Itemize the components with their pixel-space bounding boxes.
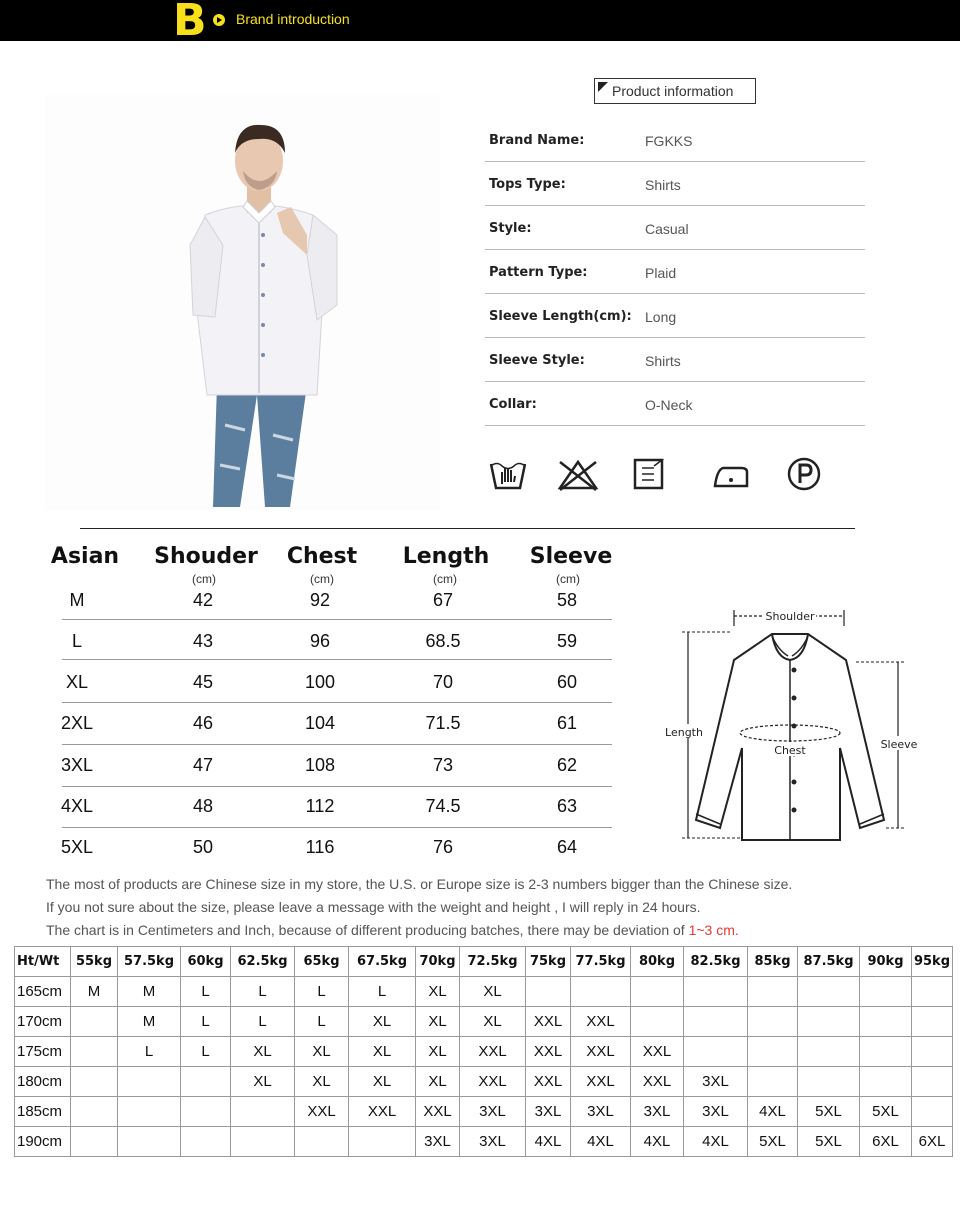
size-cell: L (181, 977, 231, 1007)
size-value: 68.5 (425, 631, 461, 651)
size-cell (71, 1067, 118, 1097)
info-value: Casual (645, 221, 689, 237)
size-cell: XXL (416, 1097, 460, 1127)
diagram-label-sleeve: Sleeve (880, 738, 918, 751)
tumble-dry-icon (632, 456, 666, 492)
size-value: 116 (305, 837, 335, 857)
size-row-divider (62, 744, 612, 745)
size-cell (118, 1067, 181, 1097)
size-cell: 5XL (748, 1127, 798, 1157)
size-value: 59 (556, 631, 578, 651)
size-value: 61 (556, 713, 578, 733)
size-cell (860, 977, 912, 1007)
size-cell: 3XL (460, 1127, 526, 1157)
size-note-2: If you not sure about the size, please leave a message with the weight and height , I will reply in 24 hours. (46, 899, 701, 915)
size-cell: XL (231, 1067, 295, 1097)
size-cell: L (118, 1037, 181, 1067)
size-value: 42 (192, 590, 214, 610)
size-cell: XL (295, 1067, 349, 1097)
size-cell (684, 977, 748, 1007)
size-cell (798, 1067, 860, 1097)
size-cell (748, 1007, 798, 1037)
info-row-collar (485, 382, 865, 426)
size-cell: XXL (526, 1067, 571, 1097)
play-icon (213, 14, 225, 26)
measurement-diagram (660, 598, 930, 848)
size-cell (912, 1097, 953, 1127)
size-note-3 (46, 922, 739, 938)
size-label: M (69, 590, 85, 610)
size-cell (118, 1127, 181, 1157)
info-value: O-Neck (645, 397, 693, 413)
size-cell (860, 1007, 912, 1037)
size-value: 58 (556, 590, 578, 610)
size-value: 48 (192, 796, 214, 816)
size-cell: XXL (571, 1007, 631, 1037)
info-label: Brand Name: (489, 133, 585, 148)
brand-logo: B (173, 0, 207, 46)
size-cell (798, 1037, 860, 1067)
size-cell (231, 1127, 295, 1157)
size-cell (231, 1097, 295, 1127)
size-value: 47 (192, 755, 214, 775)
size-row-divider (62, 619, 612, 620)
size-cell (912, 1037, 953, 1067)
size-cell (631, 977, 684, 1007)
size-cell (571, 977, 631, 1007)
size-unit: (cm) (433, 572, 457, 586)
info-value: Long (645, 309, 677, 325)
size-cell: XL (349, 1007, 416, 1037)
size-cell (71, 1037, 118, 1067)
size-row-divider (62, 786, 612, 787)
size-value: 63 (556, 796, 578, 816)
info-value: Shirts (645, 177, 681, 193)
size-note-1: The most of products are Chinese size in my store, the U.S. or Europe size is 2-3 numbers bigger than the Chinese size. (46, 876, 793, 892)
size-cell (349, 1127, 416, 1157)
size-cell: L (295, 1007, 349, 1037)
height-label: 180cm (15, 1067, 71, 1097)
size-cell: XXL (349, 1097, 416, 1127)
size-cell: 6XL (860, 1127, 912, 1157)
size-cell (748, 1037, 798, 1067)
weight-header: 60kg (181, 947, 231, 977)
iron-icon (711, 456, 751, 492)
size-cell: 4XL (684, 1127, 748, 1157)
size-cell (71, 1097, 118, 1127)
height-label: 175cm (15, 1037, 71, 1067)
height-label: 170cm (15, 1007, 71, 1037)
size-cell: 4XL (526, 1127, 571, 1157)
size-cell: XXL (631, 1067, 684, 1097)
size-cell: 3XL (526, 1097, 571, 1127)
size-cell: XL (416, 1037, 460, 1067)
size-cell: XL (295, 1037, 349, 1067)
size-label: L (71, 631, 83, 651)
size-cell (748, 1067, 798, 1097)
hand-wash-icon (488, 456, 528, 492)
size-cell: L (295, 977, 349, 1007)
size-cell (181, 1127, 231, 1157)
size-label: XL (65, 672, 89, 692)
size-value: 104 (304, 713, 336, 733)
size-cell: 3XL (571, 1097, 631, 1127)
size-row-divider (62, 659, 612, 660)
model-photo (45, 95, 440, 510)
size-cell: L (349, 977, 416, 1007)
size-cell: XL (416, 1007, 460, 1037)
info-row-pattern (485, 250, 865, 294)
weight-header: 80kg (631, 947, 684, 977)
info-row-sleeve-style (485, 338, 865, 382)
weight-header: 75kg (526, 947, 571, 977)
size-cell: 3XL (684, 1097, 748, 1127)
product-info-table (485, 118, 865, 426)
weight-header: 77.5kg (571, 947, 631, 977)
size-cell: XL (231, 1037, 295, 1067)
size-cell (912, 1007, 953, 1037)
size-cell: L (181, 1037, 231, 1067)
size-cell: XXL (460, 1037, 526, 1067)
size-value: 73 (432, 755, 454, 775)
info-value: Shirts (645, 353, 681, 369)
weight-header: 85kg (748, 947, 798, 977)
size-cell (798, 1007, 860, 1037)
size-cell: XL (460, 1007, 526, 1037)
size-note-3-highlight: 1~3 cm. (688, 922, 739, 938)
table-row (15, 1007, 953, 1037)
table-row (15, 1037, 953, 1067)
size-cell: M (71, 977, 118, 1007)
size-value: 71.5 (425, 713, 461, 733)
size-cell: 5XL (798, 1127, 860, 1157)
size-cell (71, 1127, 118, 1157)
info-value: Plaid (645, 265, 677, 281)
size-cell: XL (349, 1037, 416, 1067)
table-header-row (15, 947, 953, 977)
size-cell: XL (416, 977, 460, 1007)
size-value: 100 (304, 672, 336, 692)
info-label: Tops Type: (489, 177, 566, 192)
size-cell: XXL (526, 1037, 571, 1067)
size-value: 62 (556, 755, 578, 775)
size-label: 5XL (60, 837, 94, 857)
size-cell: 5XL (798, 1097, 860, 1127)
table-row (15, 1127, 953, 1157)
size-cell (798, 977, 860, 1007)
size-cell (118, 1097, 181, 1127)
info-row-tops-type (485, 162, 865, 206)
size-cell: XXL (295, 1097, 349, 1127)
size-cell: XXL (460, 1067, 526, 1097)
size-cell (912, 977, 953, 1007)
size-cell (748, 977, 798, 1007)
size-value: 67 (432, 590, 454, 610)
size-header-sleeve: Sleeve (529, 544, 613, 569)
size-value: 43 (192, 631, 214, 651)
weight-header: 82.5kg (684, 947, 748, 977)
size-value: 74.5 (425, 796, 461, 816)
size-row-divider (62, 702, 612, 703)
size-value: 60 (556, 672, 578, 692)
size-cell: 3XL (631, 1097, 684, 1127)
size-value: 112 (305, 796, 335, 816)
size-cell (684, 1037, 748, 1067)
size-value: 96 (309, 631, 331, 651)
height-label: 165cm (15, 977, 71, 1007)
size-note-3-text: The chart is in Centimeters and Inch, because of different producing batches, there may be deviation of (46, 922, 689, 938)
size-cell: L (181, 1007, 231, 1037)
height-label: 190cm (15, 1127, 71, 1157)
section-divider (80, 528, 855, 529)
diagram-label-length: Length (665, 726, 703, 739)
info-label: Collar: (489, 397, 537, 412)
size-value: 92 (309, 590, 331, 610)
weight-header: 57.5kg (118, 947, 181, 977)
info-row-brand (485, 118, 865, 162)
info-row-sleeve-length (485, 294, 865, 338)
size-label: 3XL (60, 755, 94, 775)
info-label: Sleeve Length(cm): (489, 309, 632, 324)
size-cell (295, 1127, 349, 1157)
weight-header: 55kg (71, 947, 118, 977)
weight-header: 65kg (295, 947, 349, 977)
size-cell: M (118, 977, 181, 1007)
size-cell: XXL (526, 1007, 571, 1037)
do-not-bleach-icon (556, 456, 600, 492)
size-cell: XL (460, 977, 526, 1007)
size-value: 64 (556, 837, 578, 857)
size-row-divider (62, 827, 612, 828)
size-cell: XXL (571, 1067, 631, 1097)
weight-header: 70kg (416, 947, 460, 977)
dry-clean-p-icon (786, 456, 822, 492)
size-cell: XXL (631, 1037, 684, 1067)
size-cell: 6XL (912, 1127, 953, 1157)
info-label: Sleeve Style: (489, 353, 585, 368)
product-info-heading: Product information (594, 78, 756, 104)
size-cell (631, 1007, 684, 1037)
size-cell: L (231, 977, 295, 1007)
size-cell (181, 1097, 231, 1127)
size-cell: L (231, 1007, 295, 1037)
size-unit: (cm) (192, 572, 216, 586)
height-label: 185cm (15, 1097, 71, 1127)
size-cell: 4XL (571, 1127, 631, 1157)
size-cell: XL (349, 1067, 416, 1097)
size-header-length: Length (402, 544, 490, 569)
size-cell: 3XL (416, 1127, 460, 1157)
size-cell: 4XL (748, 1097, 798, 1127)
info-label: Style: (489, 221, 532, 236)
size-cell (912, 1067, 953, 1097)
size-cell (860, 1067, 912, 1097)
table-row (15, 1097, 953, 1127)
info-label: Pattern Type: (489, 265, 588, 280)
size-cell (860, 1037, 912, 1067)
brand-bar (0, 0, 960, 46)
size-cell: XXL (571, 1037, 631, 1067)
info-row-style (485, 206, 865, 250)
weight-header: 90kg (860, 947, 912, 977)
size-label: 2XL (60, 713, 94, 733)
size-unit: (cm) (556, 572, 580, 586)
size-label: 4XL (60, 796, 94, 816)
size-cell: M (118, 1007, 181, 1037)
size-cell: 3XL (684, 1067, 748, 1097)
weight-header: 72.5kg (460, 947, 526, 977)
table-row (15, 1067, 953, 1097)
size-header-chest: Chest (286, 544, 358, 569)
size-value: 76 (432, 837, 454, 857)
size-value: 70 (432, 672, 454, 692)
table-corner-label: Ht/Wt (15, 947, 71, 977)
info-value: FGKKS (645, 133, 693, 149)
table-row (15, 977, 953, 1007)
weight-header: 95kg (912, 947, 953, 977)
size-value: 46 (192, 713, 214, 733)
size-cell: 3XL (460, 1097, 526, 1127)
size-cell: 5XL (860, 1097, 912, 1127)
weight-header: 87.5kg (798, 947, 860, 977)
size-cell: 4XL (631, 1127, 684, 1157)
size-cell (526, 977, 571, 1007)
size-unit: (cm) (310, 572, 334, 586)
height-weight-table (14, 946, 953, 1157)
size-header-shoulder: Shouder (154, 544, 258, 569)
size-value: 45 (192, 672, 214, 692)
size-header-asian: Asian (50, 544, 120, 569)
size-cell (684, 1007, 748, 1037)
size-value: 108 (304, 755, 336, 775)
weight-header: 67.5kg (349, 947, 416, 977)
diagram-label-shoulder: Shoulder (765, 610, 815, 623)
brand-title: Brand introduction (236, 11, 350, 27)
size-cell (71, 1007, 118, 1037)
diagram-label-chest: Chest (774, 744, 806, 757)
weight-header: 62.5kg (231, 947, 295, 977)
size-value: 50 (192, 837, 214, 857)
size-cell: XL (416, 1067, 460, 1097)
size-cell (181, 1067, 231, 1097)
